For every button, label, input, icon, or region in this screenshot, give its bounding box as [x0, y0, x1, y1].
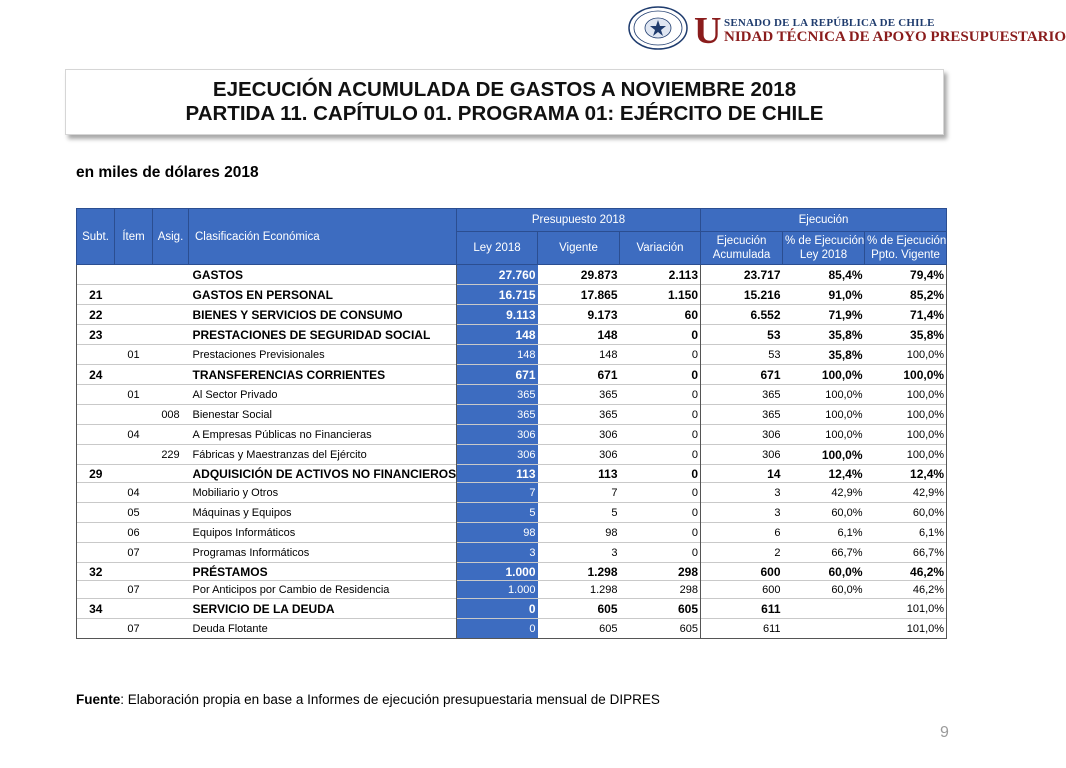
- cell-subt: 24: [77, 365, 115, 385]
- senate-logo: [628, 6, 1066, 54]
- table-row: [77, 619, 947, 639]
- cell-pley: 60,0%: [831, 583, 863, 596]
- cell-pley: 66,7%: [831, 546, 863, 559]
- cell-asig: 229: [161, 448, 180, 461]
- cell-vigente: 365: [599, 388, 618, 401]
- cell-ley: 7: [457, 483, 538, 503]
- cell-asig: [153, 465, 189, 483]
- cell-ejec: 611: [762, 622, 781, 635]
- cell-ejec: 600: [760, 564, 781, 579]
- cell-ejec: 306: [762, 428, 781, 441]
- cell-ley: 0: [457, 619, 538, 639]
- cell-ley: 671: [457, 365, 538, 385]
- cell-pley: 35,8%: [828, 327, 863, 342]
- cell-vigente: 148: [597, 327, 618, 342]
- cell-asig: [153, 305, 189, 325]
- cell-vigente: 306: [599, 428, 618, 441]
- cell-variacion: 60: [620, 305, 701, 325]
- col-item: Ítem: [115, 209, 153, 265]
- cell-ley: 148: [457, 345, 538, 365]
- cell-variacion: 0: [620, 365, 701, 385]
- cell-asig: [153, 345, 189, 365]
- cell-desc: Programas Informáticos: [189, 543, 457, 563]
- table-row: [77, 345, 947, 365]
- cell-subt: [77, 385, 115, 405]
- cell-ley: 5: [457, 503, 538, 523]
- cell-item: 01: [127, 348, 140, 361]
- col-pct-ley-l2: Ley 2018: [799, 249, 848, 261]
- cell-ley: 98: [457, 523, 538, 543]
- cell-desc: ADQUISICIÓN DE ACTIVOS NO FINANCIEROS: [189, 465, 457, 483]
- group-presupuesto: Presupuesto 2018: [457, 209, 701, 232]
- cell-desc: GASTOS: [189, 265, 457, 285]
- cell-subt: 34: [77, 599, 115, 619]
- cell-desc: Prestaciones Previsionales: [189, 345, 457, 365]
- table-body: [77, 265, 947, 639]
- cell-variacion: 0: [620, 405, 701, 425]
- source-note: [76, 692, 660, 707]
- cell-ejec: 2: [774, 546, 781, 559]
- cell-pvig: 100,0%: [865, 365, 947, 385]
- cell-pvig: 46,2%: [865, 563, 947, 581]
- cell-item: [115, 465, 153, 483]
- cell-pley: 60,0%: [828, 564, 863, 579]
- col-pct-vigente: [865, 232, 947, 265]
- cell-variacion: 605: [620, 619, 701, 639]
- cell-pley: 60,0%: [831, 506, 863, 519]
- cell-subt: [77, 345, 115, 365]
- cell-item: 04: [127, 428, 140, 441]
- cell-subt: [77, 523, 115, 543]
- cell-variacion: 298: [620, 581, 701, 599]
- cell-ejec: 15.216: [743, 287, 781, 302]
- cell-vigente: 98: [605, 526, 618, 539]
- cell-subt: [77, 581, 115, 599]
- cell-asig: [153, 599, 189, 619]
- cell-subt: 21: [77, 285, 115, 305]
- cell-pvig: 100,0%: [865, 345, 947, 365]
- cell-asig: [153, 563, 189, 581]
- page-title: EJECUCIÓN ACUMULADA DE GASTOS A NOVIEMBRE 2018: [212, 78, 797, 101]
- cell-ejec: 600: [762, 583, 781, 596]
- cell-asig: [153, 523, 189, 543]
- cell-ley: 3: [457, 543, 538, 563]
- cell-ejec: 53: [768, 348, 781, 361]
- table-row: [77, 365, 947, 385]
- cell-desc: Mobiliario y Otros: [189, 483, 457, 503]
- col-pct-ley-l1: % de Ejecución: [785, 235, 865, 247]
- cell-desc: GASTOS EN PERSONAL: [189, 285, 457, 305]
- col-pct-vigente-l2: Ppto. Vigente: [871, 249, 940, 261]
- cell-desc: Fábricas y Maestranzas del Ejército: [189, 445, 457, 465]
- table-row: [77, 543, 947, 563]
- cell-pvig: 100,0%: [865, 425, 947, 445]
- cell-variacion: 0: [620, 543, 701, 563]
- cell-variacion: 0: [620, 345, 701, 365]
- cell-ejec: 3: [774, 506, 781, 519]
- cell-desc: SERVICIO DE LA DEUDA: [189, 599, 457, 619]
- table-row: [77, 385, 947, 405]
- cell-ley: 1.000: [457, 563, 538, 581]
- cell-asig: 008: [161, 408, 180, 421]
- cell-desc: PRÉSTAMOS: [189, 563, 457, 581]
- table-row: [77, 523, 947, 543]
- cell-item: [115, 305, 153, 325]
- cell-pley: 100,0%: [821, 447, 863, 462]
- cell-pvig: 100,0%: [865, 445, 947, 465]
- cell-asig: [153, 365, 189, 385]
- group-ejecucion: Ejecución: [701, 209, 947, 232]
- cell-pley: 100,0%: [825, 388, 863, 401]
- cell-item: 07: [127, 622, 140, 635]
- cell-pley: 42,9%: [831, 486, 863, 499]
- cell-pley: [783, 599, 865, 619]
- cell-variacion: 0: [620, 483, 701, 503]
- col-ejecucion-l1: Ejecución: [716, 235, 767, 247]
- col-asig: Asig.: [153, 209, 189, 265]
- cell-item: [115, 445, 153, 465]
- cell-variacion: 0: [620, 523, 701, 543]
- cell-asig: [153, 581, 189, 599]
- cell-pvig: 71,4%: [865, 305, 947, 325]
- cell-ejec: 306: [762, 448, 781, 461]
- table-row: [77, 325, 947, 345]
- cell-subt: 32: [77, 563, 115, 581]
- table-row: [77, 445, 947, 465]
- table-row: [77, 285, 947, 305]
- table-row: [77, 581, 947, 599]
- cell-asig: [153, 483, 189, 503]
- cell-item: 01: [127, 388, 140, 401]
- logo-line-1: SENADO DE LA REPÚBLICA DE CHILE: [724, 17, 935, 29]
- cell-variacion: 2.113: [620, 265, 701, 285]
- cell-pley: 91,0%: [828, 287, 863, 302]
- col-desc: Clasificación Económica: [189, 209, 457, 265]
- cell-ejec: 3: [774, 486, 781, 499]
- cell-subt: [77, 405, 115, 425]
- cell-ejec: 365: [762, 388, 781, 401]
- col-pct-ley: [783, 232, 865, 265]
- cell-subt: [77, 503, 115, 523]
- cell-pvig: 79,4%: [865, 265, 947, 285]
- cell-pvig: 42,9%: [865, 483, 947, 503]
- cell-item: [115, 325, 153, 345]
- cell-variacion: 0: [620, 445, 701, 465]
- cell-pvig: 6,1%: [865, 523, 947, 543]
- cell-asig: [153, 543, 189, 563]
- cell-vigente: 9.173: [587, 307, 618, 322]
- cell-pley: [783, 619, 865, 639]
- cell-desc: Bienestar Social: [189, 405, 457, 425]
- col-ley: Ley 2018: [457, 232, 538, 265]
- cell-asig: [153, 425, 189, 445]
- col-pct-vigente-l1: % de Ejecución: [867, 235, 947, 247]
- col-variacion: Variación: [620, 232, 701, 265]
- col-ejecucion: [701, 232, 783, 265]
- cell-item: 06: [127, 526, 140, 539]
- source-label: Fuente: [76, 692, 121, 707]
- table-row: [77, 483, 947, 503]
- cell-vigente: 29.873: [580, 267, 618, 282]
- cell-ejec: 14: [767, 466, 781, 481]
- cell-ejec: 671: [760, 367, 781, 382]
- cell-item: 04: [127, 486, 140, 499]
- cell-subt: 29: [77, 465, 115, 483]
- table-row: [77, 265, 947, 285]
- cell-ley: 365: [457, 405, 538, 425]
- cell-desc: Equipos Informáticos: [189, 523, 457, 543]
- cell-subt: 22: [77, 305, 115, 325]
- cell-item: [115, 563, 153, 581]
- cell-pley: 100,0%: [825, 428, 863, 441]
- cell-ley: 306: [457, 425, 538, 445]
- units-label: en miles de dólares 2018: [76, 164, 259, 181]
- table-row: [77, 405, 947, 425]
- cell-desc: Deuda Flotante: [189, 619, 457, 639]
- cell-item: [115, 365, 153, 385]
- cell-variacion: 1.150: [620, 285, 701, 305]
- cell-pvig: 100,0%: [865, 405, 947, 425]
- cell-pvig: 46,2%: [865, 581, 947, 599]
- table-row: [77, 563, 947, 581]
- cell-vigente: 7: [611, 486, 618, 499]
- table-row: [77, 425, 947, 445]
- table-row: [77, 503, 947, 523]
- cell-variacion: 0: [620, 425, 701, 445]
- cell-subt: [77, 265, 115, 285]
- cell-desc: PRESTACIONES DE SEGURIDAD SOCIAL: [189, 325, 457, 345]
- cell-pvig: 60,0%: [865, 503, 947, 523]
- cell-vigente: 3: [611, 546, 618, 559]
- cell-ejec: 611: [761, 601, 781, 616]
- cell-vigente: 605: [597, 601, 618, 616]
- budget-table: [76, 208, 947, 639]
- cell-pvig: 101,0%: [865, 599, 947, 619]
- cell-ejec: 6.552: [750, 307, 781, 322]
- cell-ejec: 6: [774, 526, 781, 539]
- cell-variacion: 0: [620, 503, 701, 523]
- table-row: [77, 305, 947, 325]
- cell-variacion: 0: [620, 465, 701, 483]
- cell-desc: BIENES Y SERVICIOS DE CONSUMO: [189, 305, 457, 325]
- cell-pvig: 100,0%: [865, 385, 947, 405]
- cell-subt: [77, 543, 115, 563]
- cell-vigente: 671: [597, 367, 618, 382]
- cell-item: [115, 405, 153, 425]
- senate-seal-icon: [628, 6, 688, 50]
- cell-vigente: 113: [598, 466, 618, 481]
- cell-vigente: 306: [599, 448, 618, 461]
- cell-item: 07: [127, 546, 140, 559]
- cell-variacion: 0: [620, 325, 701, 345]
- cell-desc: A Empresas Públicas no Financieras: [189, 425, 457, 445]
- cell-pley: 85,4%: [828, 267, 863, 282]
- cell-desc: Al Sector Privado: [189, 385, 457, 405]
- cell-subt: 23: [77, 325, 115, 345]
- cell-ley: 9.113: [457, 305, 538, 325]
- cell-asig: [153, 285, 189, 305]
- cell-pley: 35,8%: [828, 347, 863, 362]
- source-text: : Elaboración propia en base a Informes de ejecución presupuestaria mensual de DIPRES: [120, 692, 660, 707]
- cell-asig: [153, 265, 189, 285]
- col-vigente: Vigente: [538, 232, 620, 265]
- cell-desc: Máquinas y Equipos: [189, 503, 457, 523]
- cell-item: 07: [127, 583, 140, 596]
- cell-ley: 306: [457, 445, 538, 465]
- cell-pvig: 12,4%: [865, 465, 947, 483]
- title-box: [65, 69, 944, 135]
- cell-ejec: 23.717: [743, 267, 781, 282]
- cell-asig: [153, 325, 189, 345]
- table-row: [77, 465, 947, 483]
- cell-asig: [153, 385, 189, 405]
- cell-vigente: 1.298: [587, 564, 618, 579]
- page-subtitle: PARTIDA 11. CAPÍTULO 01. PROGRAMA 01: EJÉRCITO DE CHILE: [185, 102, 824, 125]
- col-ejecucion-l2: Acumulada: [712, 249, 771, 261]
- cell-pvig: 85,2%: [865, 285, 947, 305]
- page-number: 9: [940, 724, 949, 741]
- cell-asig: [153, 619, 189, 639]
- cell-subt: [77, 445, 115, 465]
- cell-vigente: 1.298: [589, 583, 618, 596]
- cell-variacion: 605: [620, 599, 701, 619]
- cell-ley: 365: [457, 385, 538, 405]
- cell-vigente: 148: [599, 348, 618, 361]
- cell-ejec: 365: [762, 408, 781, 421]
- cell-variacion: 0: [620, 385, 701, 405]
- cell-ley: 113: [457, 465, 538, 483]
- cell-pley: 100,0%: [825, 408, 863, 421]
- cell-vigente: 605: [599, 622, 618, 635]
- cell-ley: 1.000: [457, 581, 538, 599]
- cell-desc: Por Anticipos por Cambio de Residencia: [189, 581, 457, 599]
- cell-pvig: 101,0%: [865, 619, 947, 639]
- col-subt: Subt.: [77, 209, 115, 265]
- cell-vigente: 365: [599, 408, 618, 421]
- cell-desc: TRANSFERENCIAS CORRIENTES: [189, 365, 457, 385]
- cell-variacion: 298: [620, 563, 701, 581]
- logo-letter: U: [694, 10, 722, 52]
- cell-asig: [153, 503, 189, 523]
- cell-item: [115, 265, 153, 285]
- cell-vigente: 5: [611, 506, 618, 519]
- cell-pley: 100,0%: [821, 367, 863, 382]
- cell-ley: 0: [457, 599, 538, 619]
- cell-subt: [77, 619, 115, 639]
- cell-pley: 12,4%: [828, 466, 863, 481]
- cell-ley: 148: [457, 325, 538, 345]
- table-row: [77, 599, 947, 619]
- cell-ley: 27.760: [457, 265, 538, 285]
- cell-vigente: 17.865: [580, 287, 618, 302]
- cell-pvig: 35,8%: [865, 325, 947, 345]
- cell-ley: 16.715: [457, 285, 538, 305]
- cell-item: [115, 599, 153, 619]
- cell-subt: [77, 425, 115, 445]
- cell-pley: 6,1%: [837, 526, 863, 539]
- logo-line-2: NIDAD TÉCNICA DE APOYO PRESUPUESTARIO: [724, 29, 1066, 45]
- cell-item: 05: [127, 506, 140, 519]
- cell-item: [115, 285, 153, 305]
- cell-pvig: 66,7%: [865, 543, 947, 563]
- cell-subt: [77, 483, 115, 503]
- cell-pley: 71,9%: [828, 307, 863, 322]
- cell-ejec: 53: [767, 327, 781, 342]
